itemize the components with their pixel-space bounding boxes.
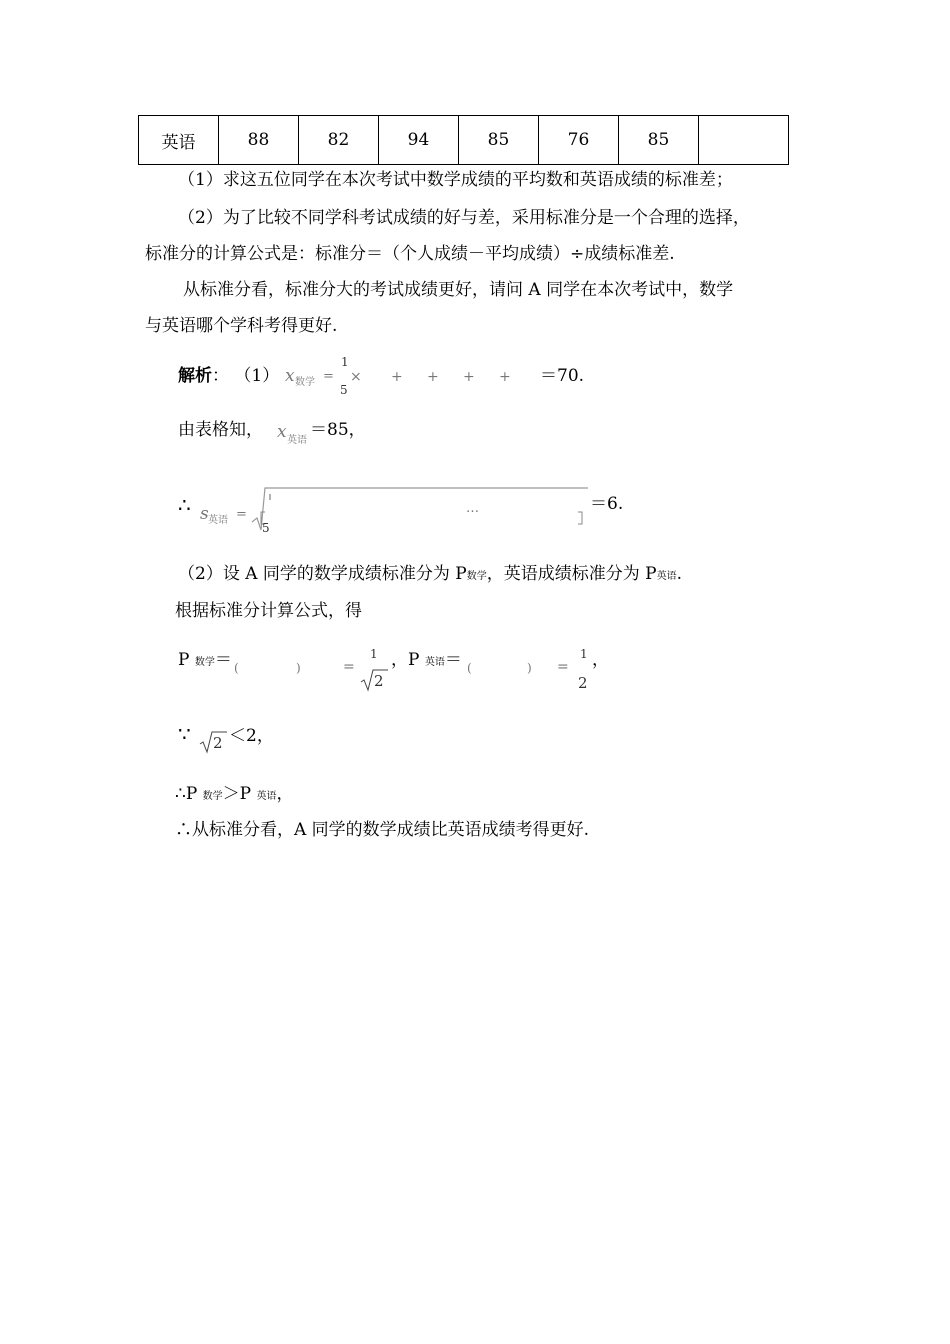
times-sign: × bbox=[350, 369, 362, 385]
table-cell: 88 bbox=[219, 116, 299, 165]
fraction-denominator: 5 bbox=[340, 383, 348, 397]
ellipsis: … bbox=[466, 501, 479, 516]
paren-close: ) bbox=[296, 661, 301, 675]
subscript-english: 英语 bbox=[208, 515, 228, 526]
p-english-label bbox=[408, 652, 462, 669]
equals-sign: = bbox=[236, 507, 247, 522]
x-bar-english-var: x bbox=[277, 422, 287, 442]
solution-line-mean bbox=[178, 368, 279, 385]
subscript-english: 英语 bbox=[287, 435, 307, 446]
sqrt-bracket-icon bbox=[250, 484, 590, 534]
therefore-p: ∴P bbox=[175, 784, 198, 804]
equals-sign: = bbox=[557, 659, 569, 675]
plus-sign: + bbox=[391, 369, 403, 385]
fraction-numerator: 1 bbox=[341, 355, 349, 369]
english-mean-result: ＝85， bbox=[310, 420, 366, 440]
part2-statement bbox=[178, 566, 682, 583]
plus-sign: + bbox=[427, 369, 439, 385]
subscript-math: 数学 bbox=[466, 571, 487, 582]
period: . bbox=[676, 564, 682, 584]
fraction-denominator: 2 bbox=[578, 674, 588, 692]
table-cell: 85 bbox=[459, 116, 539, 165]
equals-sign: ＝ bbox=[444, 650, 462, 670]
table-cell: 82 bbox=[299, 116, 379, 165]
subscript-english: 英语 bbox=[656, 571, 677, 582]
subscript-math: 数学 bbox=[202, 791, 223, 802]
score-table bbox=[138, 115, 789, 165]
question-part-1: （1）求这五位同学在本次考试中数学成绩的平均数和英语成绩的标准差； bbox=[178, 170, 733, 190]
part1-prefix: （1） bbox=[234, 366, 280, 386]
part2-mid-text: ，英语成绩标准分为 P bbox=[486, 564, 657, 584]
comma: ， bbox=[276, 784, 294, 804]
greater-than: ＞P bbox=[222, 784, 252, 804]
comma: ， bbox=[592, 650, 609, 670]
colon: ： bbox=[212, 366, 229, 386]
part2-text: （2）设 A 同学的数学成绩标准分为 P bbox=[178, 564, 467, 584]
paren-close: ) bbox=[527, 661, 532, 675]
fraction-numerator: 1 bbox=[580, 647, 588, 661]
plus-sign: + bbox=[463, 369, 475, 385]
conclusion: ∴从标准分看，A 同学的数学成绩比英语成绩考得更好. bbox=[175, 820, 590, 840]
equals-sign: = bbox=[323, 369, 334, 384]
table-known-text: 由表格知， bbox=[178, 420, 263, 440]
table-cell: 94 bbox=[379, 116, 459, 165]
solution-heading: 解析 bbox=[178, 366, 212, 386]
paren-open: ( bbox=[234, 661, 239, 675]
less-than-result: ＜2， bbox=[229, 726, 274, 746]
question-part-2-line-1: （2）为了比较不同学科考试成绩的好与差，采用标准分是一个合理的选择， bbox=[178, 208, 750, 228]
sqrt-denominator: 5 bbox=[262, 521, 270, 535]
question-part-2-line-4: 与英语哪个学科考得更好. bbox=[145, 316, 338, 336]
x-bar-math-var: x bbox=[285, 366, 295, 386]
because-symbol: ∵ bbox=[178, 722, 191, 746]
table-row bbox=[139, 116, 789, 165]
p-math-label bbox=[178, 652, 232, 669]
comma: ， bbox=[391, 650, 408, 670]
equals-sign: ＝ bbox=[214, 650, 232, 670]
question-part-2-line-3: 从标准分看，标准分大的考试成绩更好，请问 A 同学在本次考试中，数学 bbox=[183, 280, 734, 300]
table-cell bbox=[699, 116, 789, 165]
sqrt-radicand: 2 bbox=[213, 734, 223, 752]
mean-result: ＝70. bbox=[540, 366, 585, 386]
equals-sign: = bbox=[343, 659, 355, 675]
p-comparison bbox=[175, 786, 294, 803]
therefore-symbol: ∴ bbox=[178, 493, 191, 517]
question-part-2-line-2: 标准分的计算公式是：标准分＝（个人成绩－平均成绩）÷成绩标准差. bbox=[145, 244, 675, 264]
sd-result: ＝6. bbox=[590, 494, 624, 514]
table-cell: 英语 bbox=[139, 116, 219, 165]
table-cell: 85 bbox=[619, 116, 699, 165]
fraction-numerator: 1 bbox=[370, 647, 378, 661]
subscript-math: 数学 bbox=[295, 377, 315, 388]
s-var: s bbox=[200, 504, 209, 524]
formula-intro: 根据标准分计算公式，得 bbox=[175, 601, 362, 621]
paren-open: ( bbox=[467, 661, 472, 675]
subscript-english: 英语 bbox=[256, 791, 277, 802]
subscript-english: 英语 bbox=[424, 657, 445, 668]
subscript-math: 数学 bbox=[194, 657, 215, 668]
p-letter: P bbox=[408, 650, 420, 670]
p-letter: P bbox=[178, 650, 190, 670]
table-cell: 76 bbox=[539, 116, 619, 165]
sqrt-radicand: 2 bbox=[374, 672, 384, 690]
plus-sign: + bbox=[499, 369, 511, 385]
